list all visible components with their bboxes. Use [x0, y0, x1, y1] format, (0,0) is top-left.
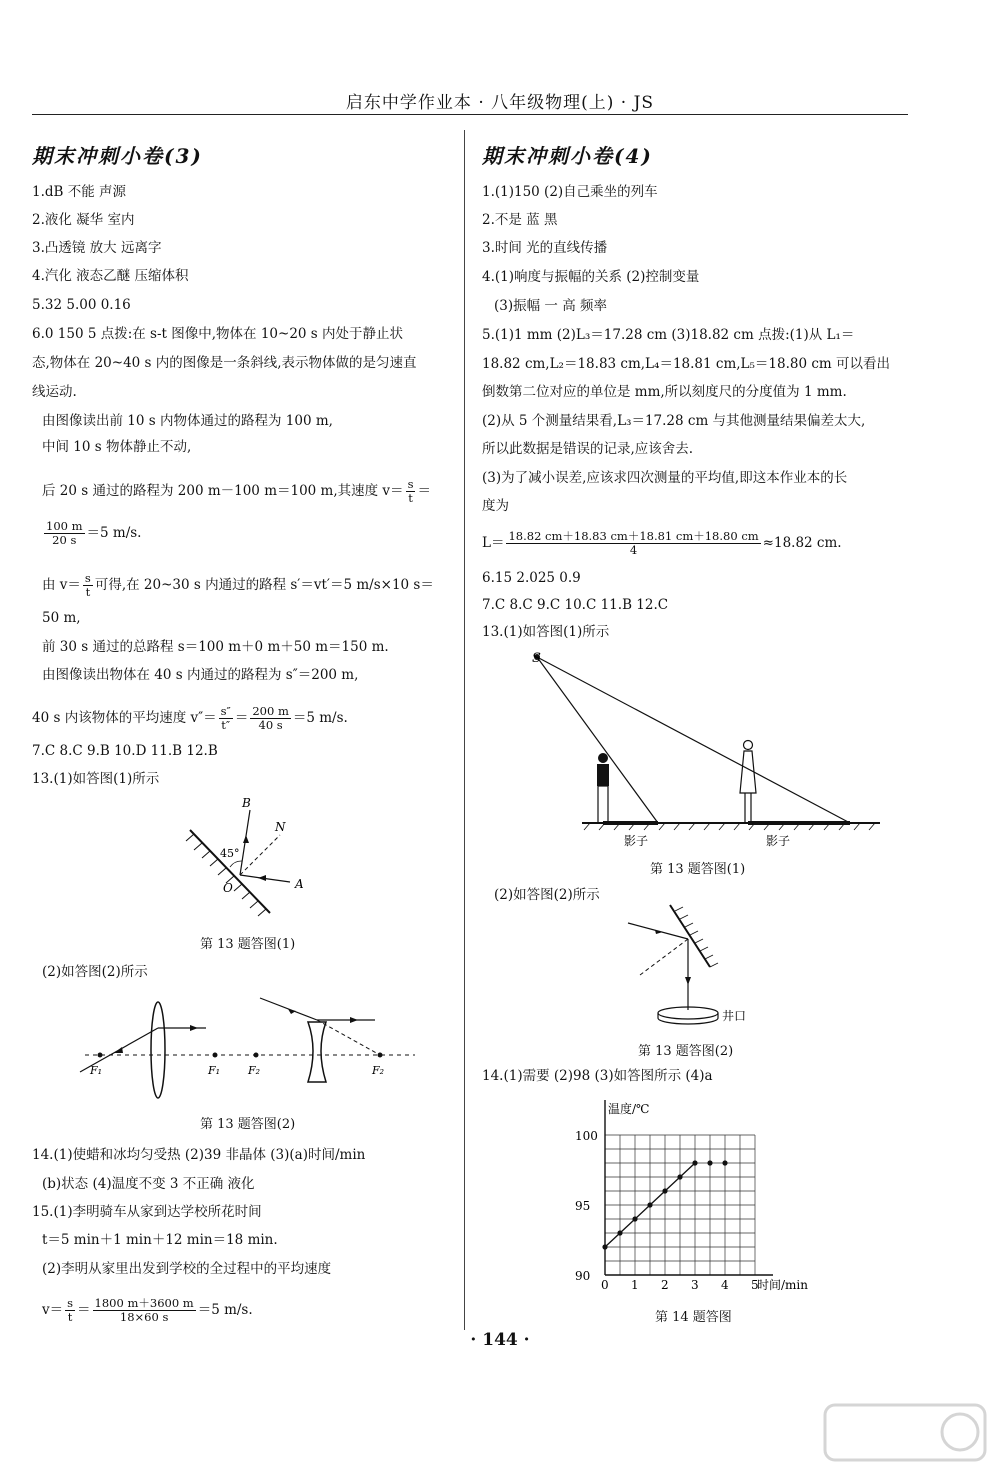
- label-f2-left: F₂: [248, 1064, 261, 1077]
- label-a: A: [295, 877, 304, 891]
- left-answer-6-line7: $\frac{100 m}{20 s}$ ＝5 m/s.: [46, 519, 142, 547]
- left-answer-13-2: (2)如答图(2)所示: [42, 964, 148, 980]
- left-answer-6-line1: 6.0 150 5 点拨:在 s-t 图像中,物体在 10~20 s 内处于静止状: [32, 326, 404, 342]
- data-point: [647, 1202, 652, 1207]
- left-answer-13-1: 13.(1)如答图(1)所示: [32, 771, 160, 787]
- left-answer-6-line5: 中间 10 s 物体静止不动,: [42, 439, 192, 455]
- right-answer-3: 3.时间 光的直线传播: [482, 240, 608, 256]
- label-shadow-1: 影子: [624, 834, 649, 848]
- watermark-logo: [820, 1400, 990, 1470]
- label-f1-left: F₁: [90, 1064, 103, 1077]
- data-point: [707, 1160, 712, 1165]
- right-answer-5-line1: 5.(1)1 mm (2)L₃＝17.28 cm (3)18.82 cm 点拨:(1)从 L₁＝: [482, 327, 855, 343]
- left-answer-14-line2: (b)状态 (4)温度不变 3 不正确 液化: [42, 1176, 255, 1192]
- right-answer-5-line7: 度为: [482, 498, 509, 514]
- right-caption-13-2: 第 13 题答图(2): [638, 1044, 734, 1059]
- left-answer-15-line2: t＝5 min＋1 min＋12 min＝18 min.: [42, 1232, 278, 1248]
- label-n: N: [275, 820, 286, 834]
- right-answer-2: 2.不是 蓝 黑: [482, 212, 558, 228]
- left-answer-5: 5.32 5.00 0.16: [32, 297, 131, 313]
- label-shadow-2: 影子: [766, 834, 791, 848]
- x-tick-label: 5: [751, 1278, 759, 1292]
- label-b: B: [242, 796, 251, 810]
- left-answer-6-line9: 50 m,: [42, 610, 81, 626]
- left-answer-1: 1.dB 不能 声源: [32, 184, 127, 200]
- x-tick-label: 1: [631, 1278, 639, 1292]
- label-o: O: [223, 881, 233, 895]
- left-answer-6-line3: 线运动.: [32, 384, 77, 400]
- label-angle: 45°: [220, 847, 240, 860]
- right-answer-5-line8: L＝ $\frac{18.82 cm+18.83 cm+18.81 cm+18.80 cm}{4}$ ≈18.82 cm.: [482, 529, 842, 557]
- reflection-diagram: [180, 795, 320, 925]
- y-tick-label: 95: [575, 1199, 591, 1213]
- right-answer-14: 14.(1)需要 (2)98 (3)如答图所示 (4)a: [482, 1068, 713, 1084]
- left-answer-7-12: 7.C 8.C 9.B 10.D 11.B 12.B: [32, 743, 218, 759]
- left-answer-6-line8: 由 v＝ $\frac{s}{t}$ 可得,在 20~30 s 内通过的路程 s′＝vt′＝5 m/s×10 s＝: [42, 571, 434, 599]
- right-answer-7-12: 7.C 8.C 9.C 10.C 11.B 12.C: [482, 597, 669, 613]
- label-f1-right: F₁: [208, 1064, 221, 1077]
- right-answer-5-line5: 所以此数据是错误的记录,应该舍去.: [482, 441, 694, 457]
- y-tick-label: 90: [575, 1269, 591, 1283]
- data-point: [617, 1230, 622, 1235]
- x-axis-label: 时间/min: [757, 1278, 808, 1292]
- data-point: [602, 1244, 607, 1249]
- column-divider: [464, 130, 465, 1330]
- left-answer-14-line1: 14.(1)使蜡和冰均匀受热 (2)39 非晶体 (3)(a)时间/min: [32, 1147, 366, 1163]
- left-answer-6-line12: 40 s 内该物体的平均速度 v″＝ $\frac{s''}{t''}$ ＝ $\frac{200 m}{40 s}$ ＝5 m/s.: [32, 704, 348, 732]
- left-answer-6-line10: 前 30 s 通过的总路程 s＝100 m＋0 m＋50 m＝150 m.: [42, 639, 389, 655]
- left-answer-6-line2: 态,物体在 20~40 s 内的图像是一条斜线,表示物体做的是匀速直: [32, 355, 417, 371]
- x-tick-label: 4: [721, 1278, 729, 1292]
- left-caption-13-1: 第 13 题答图(1): [200, 937, 296, 952]
- page-number: · 144 ·: [470, 1330, 530, 1350]
- right-answer-5-line3: 倒数第二位对应的单位是 mm,所以刻度尺的分度值为 1 mm.: [482, 384, 847, 400]
- header-rule: [32, 114, 908, 115]
- well-diagram: [620, 905, 780, 1030]
- label-s: S: [532, 651, 541, 666]
- left-answer-15-line1: 15.(1)李明骑车从家到达学校所花时间: [32, 1204, 262, 1220]
- label-well: 井口: [722, 1009, 747, 1023]
- left-answer-6-line6: 后 20 s 通过的路程为 200 m－100 m＝100 m,其速度 v＝ $\frac{s}{t}$ ＝: [42, 477, 431, 505]
- label-f2-right: F₂: [372, 1064, 385, 1077]
- y-tick-label: 100: [575, 1129, 598, 1143]
- right-answer-4-line2: (3)振幅 一 高 频率: [494, 298, 607, 314]
- right-answer-5-line6: (3)为了减小误差,应该求四次测量的平均值,即这本作业本的长: [482, 470, 848, 486]
- temperature-chart: [570, 1090, 830, 1300]
- left-answer-4: 4.汽化 液态乙醚 压缩体积: [32, 268, 189, 284]
- left-answer-3: 3.凸透镜 放大 远离字: [32, 240, 162, 256]
- x-tick-label: 3: [691, 1278, 699, 1292]
- left-section-title: 期末冲刺小卷(3): [32, 144, 203, 168]
- data-point: [662, 1188, 667, 1193]
- left-answer-15-line3: (2)李明从家里出发到学校的全过程中的平均速度: [42, 1261, 332, 1277]
- right-caption-14: 第 14 题答图: [655, 1310, 732, 1325]
- x-tick-label: 0: [601, 1278, 609, 1292]
- left-answer-15-line4: v＝ $\frac{s}{t}$ ＝ $\frac{1800 m+3600 m}{18\times 60 s}$ ＝5 m/s.: [42, 1296, 253, 1324]
- left-answer-2: 2.液化 凝华 室内: [32, 212, 135, 228]
- data-point: [692, 1160, 697, 1165]
- shadow-diagram: [520, 648, 880, 848]
- y-axis-label: 温度/℃: [608, 1102, 650, 1116]
- right-answer-4-line1: 4.(1)响度与振幅的关系 (2)控制变量: [482, 269, 700, 285]
- lens-diagram: [70, 990, 430, 1100]
- right-section-title: 期末冲刺小卷(4): [482, 144, 653, 168]
- left-caption-13-2: 第 13 题答图(2): [200, 1117, 296, 1132]
- x-tick-label: 2: [661, 1278, 669, 1292]
- data-point: [632, 1216, 637, 1221]
- data-point: [677, 1174, 682, 1179]
- left-answer-6-line11: 由图像读出物体在 40 s 内通过的路程为 s″＝200 m,: [42, 667, 359, 683]
- right-answer-5-line4: (2)从 5 个测量结果看,L₃＝17.28 cm 与其他测量结果偏差太大,: [482, 413, 866, 429]
- right-answer-1: 1.(1)150 (2)自己乘坐的列车: [482, 184, 658, 200]
- right-caption-13-1: 第 13 题答图(1): [650, 862, 746, 877]
- right-answer-5-line2: 18.82 cm,L₂＝18.83 cm,L₄＝18.81 cm,L₅＝18.80 cm 可以看出: [482, 356, 890, 372]
- page-header: 启东中学作业本 · 八年级物理(上) · JS: [345, 93, 655, 113]
- right-answer-13-2: (2)如答图(2)所示: [494, 887, 600, 903]
- right-answer-13-1: 13.(1)如答图(1)所示: [482, 624, 610, 640]
- left-answer-6-line4: 由图像读出前 10 s 内物体通过的路程为 100 m,: [42, 413, 333, 429]
- right-answer-6: 6.15 2.025 0.9: [482, 570, 581, 586]
- data-point: [722, 1160, 727, 1165]
